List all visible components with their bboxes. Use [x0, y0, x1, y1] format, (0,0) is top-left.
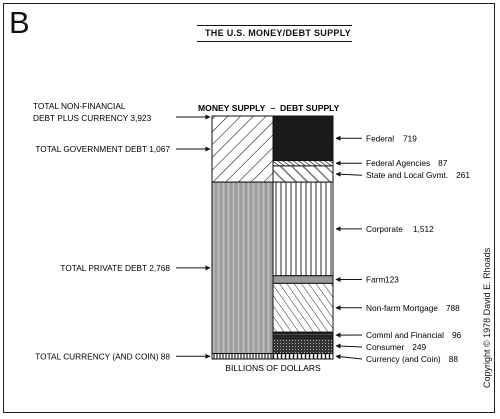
money-label-1: TOTAL PRIVATE DEBT 2,768: [60, 262, 170, 273]
debt-bar-state-and-local-gvmt: [273, 166, 333, 182]
debt-arrow-8: [336, 356, 362, 359]
chart-title: THE U.S. MONEY/DEBT SUPPLY: [205, 28, 351, 38]
heading-debt-supply: DEBT SUPPLY: [280, 103, 340, 113]
money-label-0: TOTAL GOVERNMENT DEBT 1,067: [35, 144, 170, 155]
money-bar-total-private-debt: [212, 182, 273, 353]
debt-bar-farm: [273, 276, 333, 284]
money-label-2: TOTAL CURRENCY (AND COIN) 88: [35, 351, 170, 362]
units-label: BILLIONS OF DOLLARS: [225, 363, 321, 373]
debt-bar-currency-and-coin: [273, 354, 333, 359]
debt-value-5: 788: [445, 302, 460, 313]
debt-value-8: 88: [448, 354, 458, 364]
debt-label-6: Comml and Financial: [366, 330, 444, 340]
debt-value-6: 96: [451, 330, 462, 340]
debt-arrow-2: [336, 174, 362, 175]
total-label-line1: TOTAL NON-FINANCIAL: [33, 101, 126, 111]
debt-value-4: 123: [385, 274, 399, 285]
chart-plot-area: [33, 101, 470, 373]
debt-value-2: 261: [456, 170, 470, 181]
heading-separator: –: [270, 103, 276, 113]
debt-arrow-7: [336, 346, 362, 347]
debt-bar-comml-and-financial: [273, 332, 333, 338]
debt-label-4: Farm: [366, 274, 386, 285]
debt-label-3: Corporate: [366, 223, 403, 234]
debt-bar-federal: [273, 116, 333, 161]
debt-bar-corporate: [273, 182, 333, 276]
debt-value-3: 1,512: [413, 223, 434, 234]
debt-label-2: State and Local Gvmt.: [366, 170, 449, 181]
money-bar-total-currency-and-coin: [212, 354, 273, 359]
debt-bar-non-farm-mortgage: [273, 283, 333, 332]
debt-bar-federal-agencies: [273, 161, 333, 166]
debt-label-1: Federal Agencies: [366, 158, 431, 169]
copyright-notice: Copyright © 1978 David E. Rhoads: [482, 247, 492, 388]
debt-bar-consumer: [273, 338, 333, 353]
panel-letter: B: [9, 5, 30, 40]
total-label-line2: DEBT PLUS CURRENCY 3,923: [33, 113, 152, 123]
debt-label-8: Currency (and Coin): [366, 354, 441, 364]
debt-value-1: 87: [438, 158, 448, 169]
money-bar-total-government-debt: [212, 116, 273, 182]
debt-label-0: Federal: [366, 133, 395, 144]
debt-label-5: Non-farm Mortgage: [366, 302, 438, 313]
debt-value-0: 719: [403, 133, 417, 144]
heading-money-supply: MONEY SUPPLY: [198, 103, 266, 113]
debt-label-7: Consumer: [366, 342, 405, 352]
debt-value-7: 249: [412, 342, 427, 352]
